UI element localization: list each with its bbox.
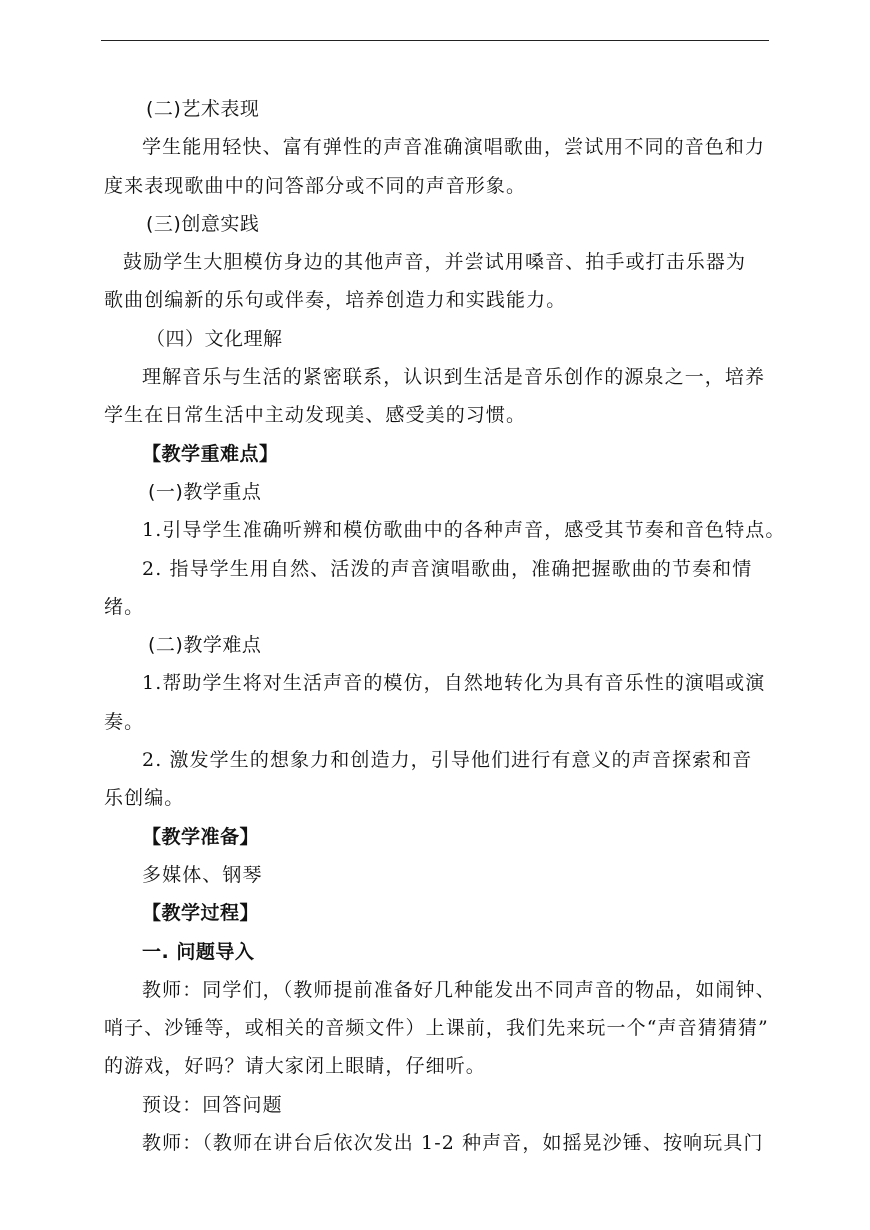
paragraph-line: 教师：（教师在讲台后依次发出 1-2 种声音，如摇晃沙锤、按响玩具门 <box>142 1132 764 1155</box>
document-body <box>104 90 786 1162</box>
paragraph-line: 歌曲创编新的乐句或伴奏，培养创造力和实践能力。 <box>104 289 567 312</box>
paragraph-line: 预设：回答问题 <box>142 1093 283 1116</box>
list-item: 2. 激发学生的想象力和创造力，引导他们进行有意义的声音探索和音 <box>142 749 753 772</box>
list-item: 2. 指导学生用自然、活泼的声音演唱歌曲，准确把握歌曲的节奏和情 <box>142 557 753 580</box>
heading-teaching-preparation: 【教学准备】 <box>142 825 260 848</box>
subheading-difficult-points: (二)教学难点 <box>148 634 262 657</box>
subheading-key-points: (一)教学重点 <box>148 480 262 503</box>
list-item: 1.帮助学生将对生活声音的模仿，自然地转化为具有音乐性的演唱或演 <box>142 672 766 695</box>
list-item-continuation: 乐创编。 <box>104 787 185 810</box>
paragraph-line: 教师：同学们，（教师提前准备好几种能发出不同声音的物品，如闹钟、 <box>142 978 776 1001</box>
paragraph-line: 理解音乐与生活的紧密联系，认识到生活是音乐创作的源泉之一，培养 <box>142 366 766 389</box>
paragraph-line: 鼓励学生大胆模仿身边的其他声音，并尝试用嗓音、拍手或打击乐器为 <box>123 251 747 274</box>
list-item-continuation: 奏。 <box>104 710 145 733</box>
paragraph-line: 学生在日常生活中主动发现美、感受美的习惯。 <box>104 404 527 427</box>
list-item: 1.引导学生准确听辨和模仿歌曲中的各种声音，感受其节奏和音色特点。 <box>142 519 786 542</box>
paragraph-line: 学生能用轻快、富有弹性的声音准确演唱歌曲，尝试用不同的音色和力 <box>142 136 766 159</box>
paragraph-line: 的游戏，好吗？请大家闭上眼睛，仔细听。 <box>104 1055 486 1078</box>
list-item-continuation: 绪。 <box>104 595 145 618</box>
heading-teaching-process: 【教学过程】 <box>142 902 260 925</box>
step-title-question-intro: 一. 问题导入 <box>142 940 255 963</box>
section-title-cultural-understanding: （四）文化理解 <box>146 327 283 350</box>
heading-key-difficult-points: 【教学重难点】 <box>142 442 279 465</box>
paragraph-line: 多媒体、钢琴 <box>142 863 263 886</box>
paragraph-line: 哨子、沙锤等，或相关的音频文件）上课前，我们先来玩一个“声音猜猜猜” <box>104 1017 769 1040</box>
header-rule <box>101 40 769 41</box>
section-title-creative-practice: (三)创意实践 <box>146 212 260 235</box>
paragraph-line: 度来表现歌曲中的问答部分或不同的声音形象。 <box>104 174 527 197</box>
section-title-art-expression: (二)艺术表现 <box>146 98 260 120</box>
